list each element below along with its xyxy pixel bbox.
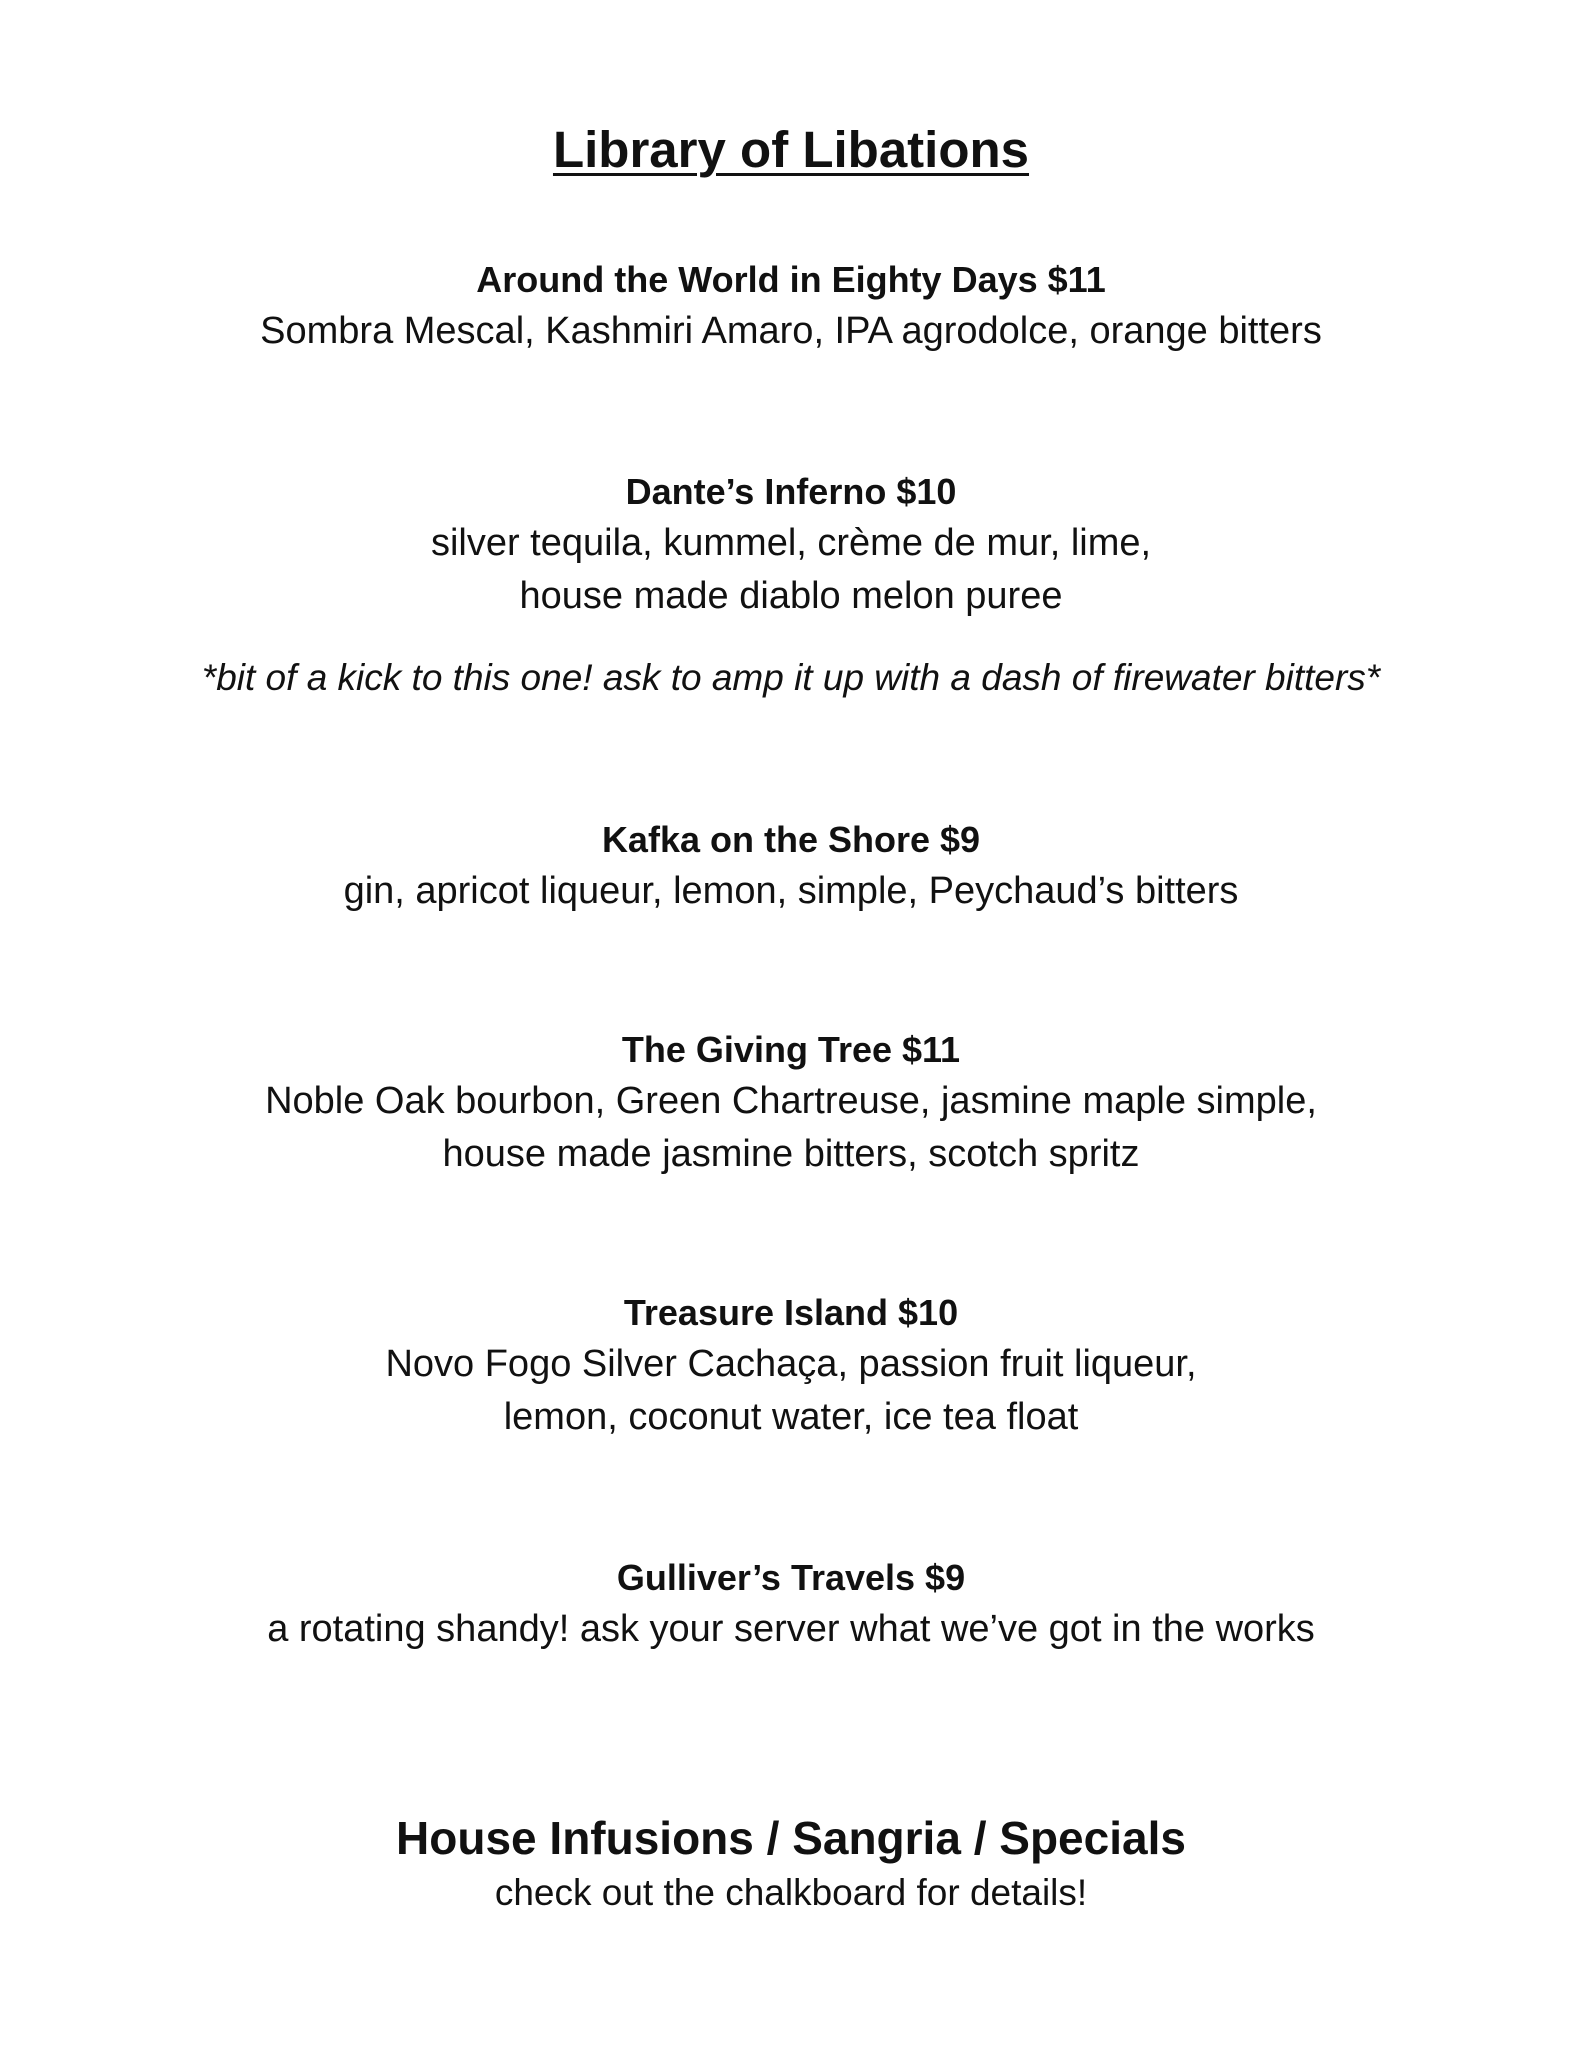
drink-note: *bit of a kick to this one! ask to amp it up with a dash of firewater bitters* — [201, 657, 1381, 698]
drink-name: Dante’s Inferno $10 — [625, 471, 957, 512]
drink-description-line-2: house made diablo melon puree — [519, 575, 1063, 617]
drink-description-line-2: house made jasmine bitters, scotch spritz — [442, 1133, 1140, 1175]
drink-item-gullivers-travels — [0, 1553, 1582, 1656]
drink-name: Kafka on the Shore $9 — [601, 819, 981, 860]
drink-name: The Giving Tree $11 — [621, 1029, 961, 1070]
drink-description-line-1: silver tequila, kummel, crème de mur, lime, — [430, 522, 1152, 564]
drink-name: Treasure Island $10 — [623, 1292, 959, 1333]
drink-description-line-1: Novo Fogo Silver Cachaça, passion fruit liqueur, — [385, 1343, 1197, 1385]
drink-item-treasure-island — [0, 1288, 1582, 1444]
drink-item-dantes-inferno — [0, 467, 1582, 703]
drink-item-around-the-world — [0, 255, 1582, 358]
specials-description: check out the chalkboard for details! — [494, 1872, 1088, 1913]
drink-name: Gulliver’s Travels $9 — [616, 1557, 966, 1598]
drink-description: a rotating shandy! ask your server what we’ve got in the works — [267, 1608, 1315, 1650]
drink-description: Sombra Mescal, Kashmiri Amaro, IPA agrodolce, orange bitters — [260, 310, 1322, 352]
drink-item-kafka-on-the-shore — [0, 815, 1582, 918]
specials-title: House Infusions / Sangria / Specials — [396, 1812, 1186, 1864]
drink-name: Around the World in Eighty Days $11 — [476, 259, 1106, 300]
drink-item-the-giving-tree — [0, 1025, 1582, 1181]
menu-title: Library of Libations — [552, 121, 1030, 178]
drink-description: gin, apricot liqueur, lemon, simple, Peychaud’s bitters — [343, 870, 1239, 912]
drink-description-line-1: Noble Oak bourbon, Green Chartreuse, jasmine maple simple, — [265, 1080, 1317, 1122]
specials-section — [0, 1809, 1582, 1919]
drink-description-line-2: lemon, coconut water, ice tea float — [503, 1396, 1079, 1438]
